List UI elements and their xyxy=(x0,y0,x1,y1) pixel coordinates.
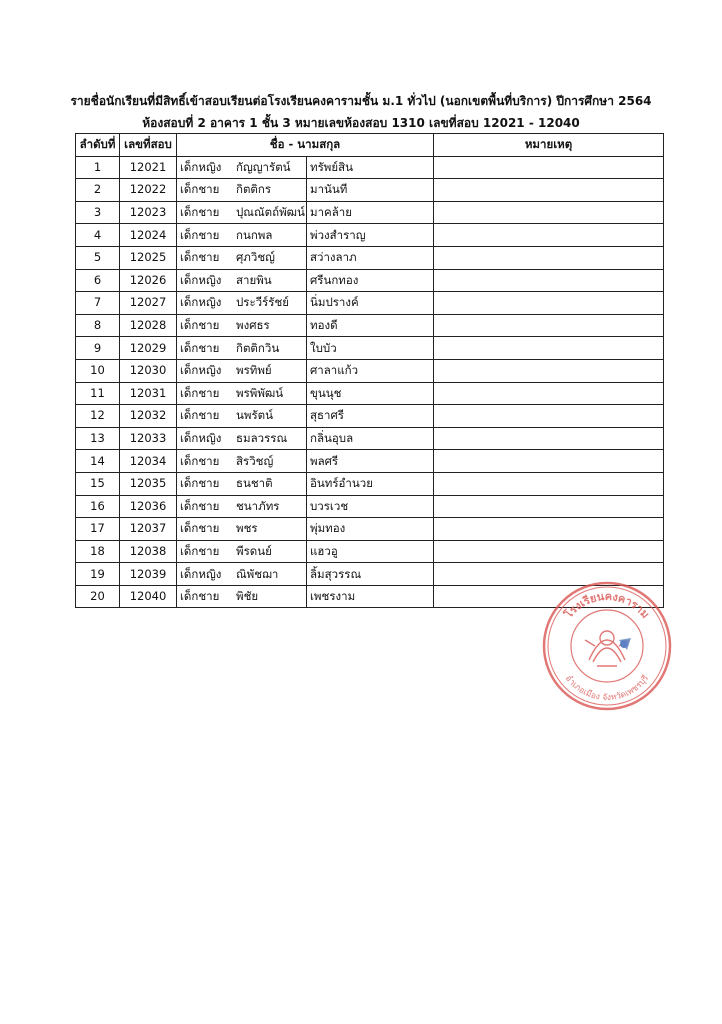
row-number: 15 xyxy=(76,472,120,495)
name-prefix: เด็กหญิง xyxy=(180,159,222,174)
table-row xyxy=(76,518,664,541)
name-prefix: เด็กหญิง xyxy=(180,363,222,378)
remark-cell xyxy=(434,472,664,495)
first-name: ศุภวิชญ์ xyxy=(236,250,275,265)
student-first-name xyxy=(177,246,307,269)
student-first-name xyxy=(177,495,307,518)
table-row xyxy=(76,246,664,269)
name-prefix: เด็กหญิง xyxy=(180,272,222,287)
student-last-name: พ่วงสำราญ xyxy=(307,224,434,247)
student-first-name xyxy=(177,472,307,495)
student-first-name xyxy=(177,314,307,337)
row-number: 16 xyxy=(76,495,120,518)
name-prefix: เด็กชาย xyxy=(180,476,220,491)
remark-cell xyxy=(434,201,664,224)
student-first-name xyxy=(177,382,307,405)
first-name: ประวีร์รัชย์ xyxy=(236,295,290,310)
remark-cell xyxy=(434,427,664,450)
exam-number: 12022 xyxy=(120,179,177,202)
table-row xyxy=(76,540,664,563)
student-first-name xyxy=(177,337,307,360)
student-first-name xyxy=(177,563,307,586)
row-number: 7 xyxy=(76,292,120,315)
name-prefix: เด็กหญิง xyxy=(180,566,222,581)
student-first-name xyxy=(177,269,307,292)
remark-cell xyxy=(434,495,664,518)
student-last-name: ศรีนกทอง xyxy=(307,269,434,292)
student-last-name: เพชรงาม xyxy=(307,585,434,608)
first-name: กนกพล xyxy=(236,227,273,242)
svg-text:โรงเรียนคงคาราม xyxy=(561,590,652,622)
student-first-name xyxy=(177,292,307,315)
stamp-top-text: โรงเรียนคงคาราม xyxy=(562,589,652,621)
student-last-name: ใบบัว xyxy=(307,337,434,360)
exam-number: 12034 xyxy=(120,450,177,473)
first-name: ธมลวรรณ xyxy=(236,431,288,446)
remark-cell xyxy=(434,359,664,382)
row-number: 20 xyxy=(76,585,120,608)
row-number: 18 xyxy=(76,540,120,563)
first-name: สิรวิชญ์ xyxy=(236,453,274,468)
first-name: นพรัตน์ xyxy=(236,408,273,423)
row-number: 3 xyxy=(76,201,120,224)
exam-number: 12021 xyxy=(120,156,177,179)
remark-cell xyxy=(434,518,664,541)
student-last-name: ลิ้มสุวรรณ xyxy=(307,563,434,586)
first-name: ปุณณัตถ์พัฒน์ xyxy=(236,205,305,220)
exam-number: 12029 xyxy=(120,337,177,360)
row-number: 8 xyxy=(76,314,120,337)
name-prefix: เด็กชาย xyxy=(180,498,220,513)
remark-cell xyxy=(434,314,664,337)
exam-number: 12035 xyxy=(120,472,177,495)
row-number: 17 xyxy=(76,518,120,541)
header-no: ลำดับที่ xyxy=(76,134,120,157)
exam-number: 12026 xyxy=(120,269,177,292)
exam-number: 12032 xyxy=(120,405,177,428)
remark-cell xyxy=(434,405,664,428)
first-name: ณิพัชฌา xyxy=(236,566,279,581)
student-last-name: นิ่มปรางค์ xyxy=(307,292,434,315)
name-prefix: เด็กชาย xyxy=(180,340,220,355)
school-seal-icon xyxy=(541,580,673,712)
table-row xyxy=(76,314,664,337)
student-first-name xyxy=(177,540,307,563)
exam-number: 12038 xyxy=(120,540,177,563)
table-body xyxy=(76,156,664,608)
table-row xyxy=(76,179,664,202)
student-first-name xyxy=(177,405,307,428)
exam-number: 12028 xyxy=(120,314,177,337)
table-row xyxy=(76,495,664,518)
student-last-name: ขุนนุช xyxy=(307,382,434,405)
remark-cell xyxy=(434,269,664,292)
row-number: 9 xyxy=(76,337,120,360)
row-number: 12 xyxy=(76,405,120,428)
first-name: พงศธร xyxy=(236,318,270,333)
student-first-name xyxy=(177,585,307,608)
header-exam-no: เลขที่สอบ xyxy=(120,134,177,157)
row-number: 5 xyxy=(76,246,120,269)
student-first-name xyxy=(177,518,307,541)
first-name: พรทิพย์ xyxy=(236,363,272,378)
row-number: 1 xyxy=(76,156,120,179)
table-row xyxy=(76,337,664,360)
table-row xyxy=(76,269,664,292)
remark-cell xyxy=(434,382,664,405)
student-first-name xyxy=(177,224,307,247)
exam-number: 12033 xyxy=(120,427,177,450)
table-row xyxy=(76,405,664,428)
table-row xyxy=(76,156,664,179)
name-prefix: เด็กชาย xyxy=(180,543,220,558)
student-first-name xyxy=(177,201,307,224)
name-prefix: เด็กชาย xyxy=(180,408,220,423)
student-last-name: อินทร์อำนวย xyxy=(307,472,434,495)
first-name: พชร xyxy=(236,521,258,536)
student-first-name xyxy=(177,427,307,450)
name-prefix: เด็กชาย xyxy=(180,182,220,197)
row-number: 19 xyxy=(76,563,120,586)
student-last-name: บวรเวช xyxy=(307,495,434,518)
name-prefix: เด็กชาย xyxy=(180,250,220,265)
svg-text:อำเภอเมือง จังหวัดเพชรบุรี xyxy=(563,673,651,703)
student-first-name xyxy=(177,179,307,202)
row-number: 14 xyxy=(76,450,120,473)
name-prefix: เด็กชาย xyxy=(180,521,220,536)
first-name: พรพิพัฒน์ xyxy=(236,385,284,400)
row-number: 13 xyxy=(76,427,120,450)
table-row xyxy=(76,450,664,473)
first-name: ชนาภัทร xyxy=(236,498,280,513)
first-name: พิชัย xyxy=(236,589,259,604)
exam-number: 12039 xyxy=(120,563,177,586)
row-number: 2 xyxy=(76,179,120,202)
exam-room-info: ห้องสอบที่ 2 อาคาร 1 ชั้น 3 หมายเลขห้องสอบ 1310 เลขที่สอบ 12021 - 12040 xyxy=(142,116,580,130)
first-name: กิตติกร xyxy=(236,182,272,197)
student-last-name: พุ่มทอง xyxy=(307,518,434,541)
student-first-name xyxy=(177,359,307,382)
name-prefix: เด็กชาย xyxy=(180,589,220,604)
remark-cell xyxy=(434,337,664,360)
exam-number: 12031 xyxy=(120,382,177,405)
stamp-bottom-text: อำเภอเมือง จังหวัดเพชรบุรี xyxy=(562,673,652,704)
exam-number: 12023 xyxy=(120,201,177,224)
remark-cell xyxy=(434,179,664,202)
remark-cell xyxy=(434,450,664,473)
exam-number: 12027 xyxy=(120,292,177,315)
document-title: รายชื่อนักเรียนที่มีสิทธิ์เข้าสอบเรียนต่อโรงเรียนคงคารามชั้น ม.1 ทั่วไป (นอกเขตพื้นที่บริการ) ปีการศึกษา 2564 xyxy=(70,94,652,108)
student-last-name: มานันที xyxy=(307,179,434,202)
table-row xyxy=(76,472,664,495)
remark-cell xyxy=(434,224,664,247)
header-name: ชื่อ - นามสกุล xyxy=(177,134,434,157)
remark-cell xyxy=(434,156,664,179)
table-row xyxy=(76,292,664,315)
student-last-name: ทองดี xyxy=(307,314,434,337)
exam-number: 12036 xyxy=(120,495,177,518)
name-prefix: เด็กชาย xyxy=(180,227,220,242)
student-last-name: พลศรี xyxy=(307,450,434,473)
exam-number: 12024 xyxy=(120,224,177,247)
name-prefix: เด็กชาย xyxy=(180,385,220,400)
name-prefix: เด็กหญิง xyxy=(180,295,222,310)
row-number: 6 xyxy=(76,269,120,292)
exam-number: 12030 xyxy=(120,359,177,382)
first-name: กิตติกวิน xyxy=(236,340,280,355)
remark-cell xyxy=(434,540,664,563)
row-number: 4 xyxy=(76,224,120,247)
table-row xyxy=(76,201,664,224)
student-last-name: กลิ่นอุบล xyxy=(307,427,434,450)
student-first-name xyxy=(177,450,307,473)
exam-number: 12040 xyxy=(120,585,177,608)
table-row xyxy=(76,382,664,405)
table-row xyxy=(76,224,664,247)
name-prefix: เด็กหญิง xyxy=(180,431,222,446)
first-name: สายพิน xyxy=(236,272,272,287)
exam-number: 12037 xyxy=(120,518,177,541)
student-last-name: แฮวอู xyxy=(307,540,434,563)
first-name: กัญญารัตน์ xyxy=(236,159,291,174)
table-row xyxy=(76,359,664,382)
student-last-name: ทรัพย์สิน xyxy=(307,156,434,179)
first-name: พีรดนย์ xyxy=(236,543,272,558)
first-name: ธนชาติ xyxy=(236,476,273,491)
student-first-name xyxy=(177,156,307,179)
student-roster-table xyxy=(75,133,664,608)
header-remark: หมายเหตุ xyxy=(434,134,664,157)
table-header-row xyxy=(76,134,664,157)
name-prefix: เด็กชาย xyxy=(180,318,220,333)
name-prefix: เด็กชาย xyxy=(180,453,220,468)
name-prefix: เด็กชาย xyxy=(180,205,220,220)
row-number: 10 xyxy=(76,359,120,382)
student-last-name: มาคล้าย xyxy=(307,201,434,224)
exam-number: 12025 xyxy=(120,246,177,269)
student-last-name: ศาลาแก้ว xyxy=(307,359,434,382)
remark-cell xyxy=(434,292,664,315)
table-row xyxy=(76,427,664,450)
row-number: 11 xyxy=(76,382,120,405)
student-last-name: สว่างลาภ xyxy=(307,246,434,269)
remark-cell xyxy=(434,246,664,269)
student-last-name: สุธาศรี xyxy=(307,405,434,428)
